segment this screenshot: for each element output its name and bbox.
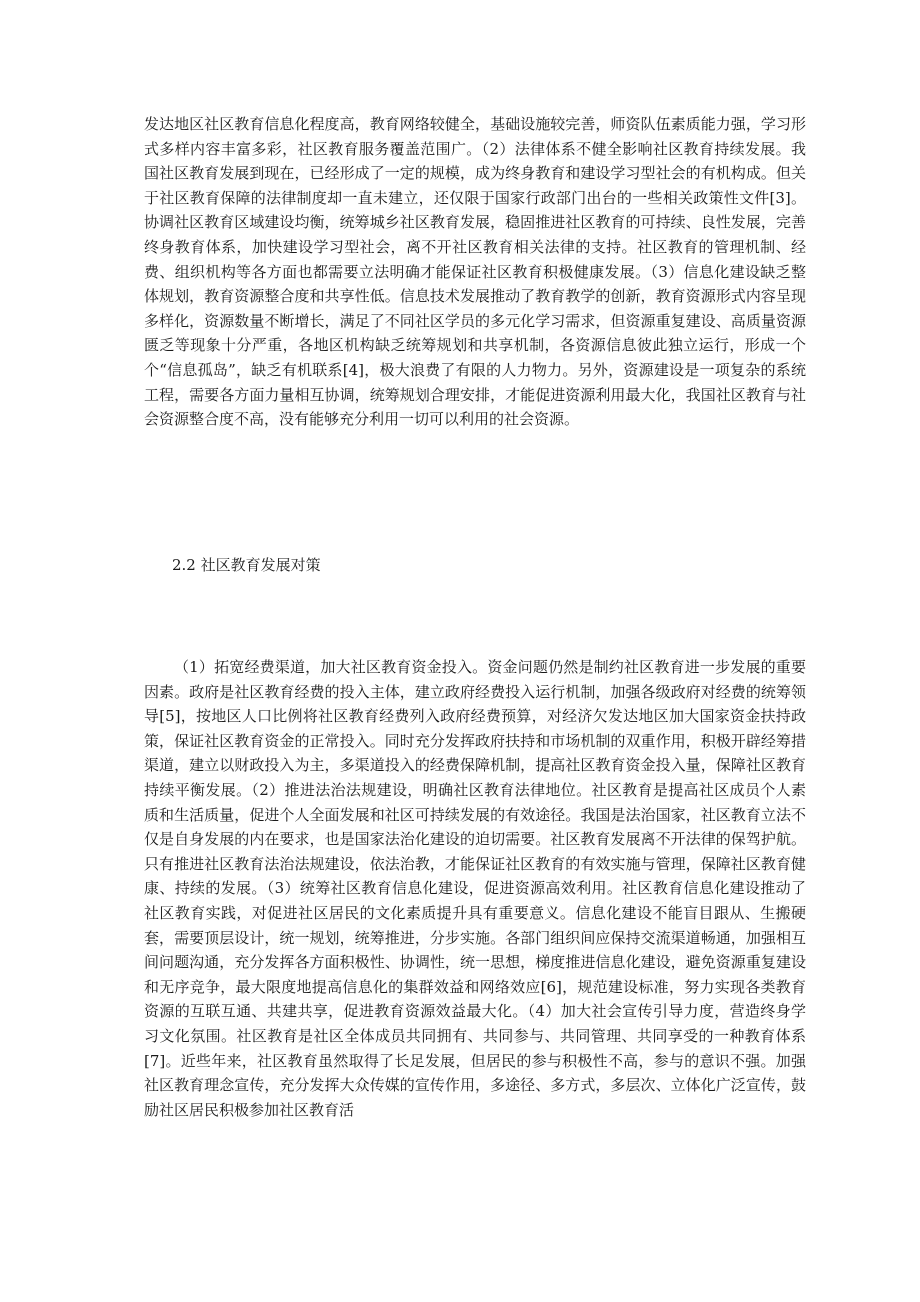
body-paragraph-countermeasures: （1）拓宽经费渠道，加大社区教育资金投入。资金问题仍然是制约社区教育进一步发展的重要因素。政府是社区教育经费的投入主体，建立政府经费投入运行机制，加强各级政府对经费的统筹领导[5]，按地区人口比例将社区教育经费列入政府经费预算，对经济欠发达地区加大国家资金扶持政策，保证社区教育资金的正常投入。同时充分发挥政府扶持和市场机制的双重作用，积极开辟经筹措渠道，建立以财政投入为主，多渠道投入的经费保障机制，提高社区教育资金投入量，保障社区教育持续平衡发展。（2）推进法治法规建设，明确社区教育法律地位。社区教育是提高社区成员个人素质和生活质量，促进个人全面发展和社区可持续发展的有效途径。我国是法治国家，社区教育立法不仅是自身发展的内在要求，也是国家法治化建设的迫切需要。社区教育发展离不开法律的保驾护航。只有推进社区教育法治法规建设，依法治教，才能保证社区教育的有效实施与管理，保障社区教育健康、持续的发展。（3）统筹社区教育信息化建设，促进资源高效利用。社区教育信息化建设推动了社区教育实践，对促进社区居民的文化素质提升具有重要意义。信息化建设不能盲目跟从、生搬硬套，需要顶层设计，统一规划，统筹推进，分步实施。各部门组织间应保持交流渠道畅通，加强相互间问题沟通，充分发挥各方面积极性、协调性，统一思想，梯度推进信息化建设，避免资源重复建设和无序竞争，最大限度地提高信息化的集群效益和网络效应[6]，规范建设标准，努力实现各类教育资源的互联互通、共建共享，促进教育资源效益最大化。（4）加大社会宣传引导力度，营造终身学习文化氛围。社区教育是社区全体成员共同拥有、共同参与、共同管理、共同享受的一种教育体系[7]。近些年来，社区教育虽然取得了长足发展，但居民的参与积极性不高，参与的意识不强。加强社区教育理念宣传，充分发挥大众传媒的宣传作用，多途径、多方式，多层次、立体化广泛宣传，鼓励社区居民积极参加社区教育活 — [144, 658, 806, 1119]
body-paragraph-problems: 发达地区社区教育信息化程度高，教育网络较健全，基础设施较完善，师资队伍素质能力强，学习形式多样内容丰富多彩，社区教育服务覆盖范围广。（2）法律体系不健全影响社区教育持续发展。我国社区教育发展到现在，已经形成了一定的规模，成为终身教育和建设学习型社会的有机构成。但关于社区教育保障的法律制度却一直未建立，还仅限于国家行政部门出台的一些相关政策性文件[3]。协调社区教育区域建设均衡，统筹城乡社区教育发展，稳固推进社区教育的可持续、良性发展，完善终身教育体系，加快建设学习型社会，离不开社区教育相关法律的支持。社区教育的管理机制、经费、组织机构等各方面也都需要立法明确才能保证社区教育积极健康发展。（3）信息化建设缺乏整体规划，教育资源整合度和共享性低。信息技术发展推动了教育教学的创新，教育资源形式内容呈现多样化，资源数量不断增长，满足了不同社区学员的多元化学习需求，但资源重复建设、高质量资源匮乏等现象十分严重，各地区机构缺乏统筹规划和共享机制，各资源信息彼此独立运行，形成一个个“信息孤岛”，缺乏有机联系[4]，极大浪费了有限的人力物力。另外，资源建设是一项复杂的系统工程，需要各方面力量相互协调，统筹规划合理安排，才能促进资源利用最大化，我国社区教育与社会资源整合度不高，没有能够充分利用一切可以利用的社会资源。 — [144, 115, 806, 429]
section-heading: 2.2 社区教育发展对策 — [172, 556, 321, 574]
